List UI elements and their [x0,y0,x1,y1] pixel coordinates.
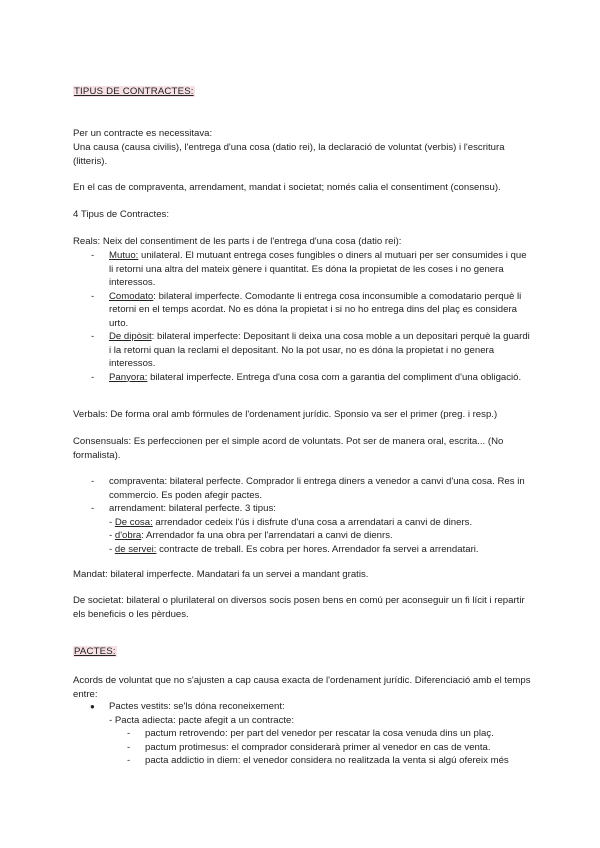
item-text: Pactes vestits: se'ls dóna reconeixement: [109,701,285,712]
item-text: - Pacta adiecta: pacte afegit a un contracte: [109,714,295,726]
pactes-intro: Acords de voluntat que no s'ajusten a cap causa exacta de l'ordenament jurídic. Diferenciació amb el temps entre: [73,675,531,700]
sublist-item [109,543,533,557]
term-diposit: De dipòsit [109,331,152,342]
item-text: arrendador cedeix l'ús i disfrute d'una cosa a arrendatari a canvi de diners. [152,516,473,528]
list-item: - pacta addictio in diem: el venedor considera no realitzada la venta si algú ofereix més [127,755,509,766]
item-text: unilateral. El mutuant entrega coses fungibles o diners al mutuari per ser consumides i que li retorni una altra del mateix gènere i quantitat. Es dóna la propietat de les coses i no genera interessos. [109,250,527,288]
intro-line-2: Una causa (causa civilis), l'entrega d'una cosa (datio rei), la declaració de voluntat (verbis) i l'escritura (litteris). [73,142,505,167]
term-de-servei: de servei: [114,543,157,555]
list-item [73,700,533,714]
reals-intro: Reals: Neix del consentiment de les parts i de l'entrega d'una cosa (datio rei): [73,236,402,247]
heading-tipus-contractes: TIPUS DE CONTRACTES: [74,86,194,97]
dash-prefix: - [109,543,115,555]
item-text: contracte de treball. Es cobra per hores. Arrendador fa servei a arrendatari. [156,543,479,555]
term-mutuo: Mutuo: [109,250,139,261]
list-item [73,371,533,385]
item-text: arrendament: bilateral perfecte. 3 tipus: [109,503,276,514]
consensuals-intro: Consensuals: Es perfeccionen per el simple acord de voluntats. Pot ser de manera oral, escrita... (No formalista). [73,436,504,461]
reals-list [73,249,533,384]
consensu-paragraph: En el cas de compraventa, arrendament, mandat i societat; només calia el consentiment (consensu). [73,182,501,193]
term-panyora: Panyora: [109,371,148,383]
intro-line-1: Per un contracte es necessitava: [73,128,213,139]
item-text: pactum protimesus: el comprador considerarà primer al venedor en cas de venta. [145,741,491,753]
list-item [73,290,533,331]
item-text: pacta addictio in diem: el venedor considera no realitzada la venta si algú ofereix més [145,755,509,766]
list-item [73,330,533,371]
term-d-obra: d'obra [114,530,142,541]
term-de-cosa: De cosa: [114,516,153,528]
dash-prefix: - [109,530,115,541]
list-item [73,249,533,290]
sublist-item [109,516,533,530]
list-item: - pactum retrovendo: per part del venedor per rescatar la cosa venuda dins un plaç. [127,728,494,739]
pactes-vestits-block [73,700,533,768]
verbals-paragraph: Verbals: De forma oral amb fórmules de l'ordenament jurídic. Sponsio va ser el primer (preg. i resp.) [73,409,498,420]
list-item [73,502,533,556]
dash-prefix: - [109,516,115,528]
item-text: : Arrendador fa una obra per l'arrendatari a canvi de dienrs. [141,530,393,541]
item-text: bilateral imperfecte. Entrega d'una cosa com a garantia del compliment d'una obligació. [147,371,522,383]
list-item: - pactum protimesus: el comprador considerarà primer al venedor en cas de venta. [127,741,491,753]
list-item [73,714,533,728]
item-text: : bilateral imperfecte. Comodante li entrega cosa inconsumible a comodatario perquè li retorni en el temps acordat. No es dóna la propietat i si no ho entrega dins del plaç es considera urto. [109,290,522,329]
list-item [73,475,533,502]
four-types-heading: 4 Tipus de Contractes: [73,209,169,220]
societat-paragraph: De societat: bilateral o plurilateral on diversos socis posen bens en comú per aconseguir un fi lícit i repartir els beneficis o les pèrdues. [73,595,525,620]
mandat-paragraph: Mandat: bilateral imperfecte. Mandatari fa un servei a mandant gratis. [73,569,369,580]
item-text: compraventa: bilateral perfecte. Comprador li entrega diners a venedor a canvi d'una cosa. Res in commercio. Es poden afegir pactes. [109,476,525,501]
consensuals-list [73,475,533,556]
sublist-item [109,529,533,543]
bullet-icon: ● [90,702,95,711]
item-text: pactum retrovendo: per part del venedor per rescatar la cosa venuda dins un plaç. [145,728,494,739]
item-text: : bilateral imperfecte: Depositant li deixa una cosa moble a un depositari perquè la guardi i la retorni quan la reclami el depositant. No la pot usar, no es dóna la propietat i no genera interessos. [109,331,530,369]
heading-pactes: PACTES: [74,646,116,657]
term-comodato: Comodato [109,290,154,302]
